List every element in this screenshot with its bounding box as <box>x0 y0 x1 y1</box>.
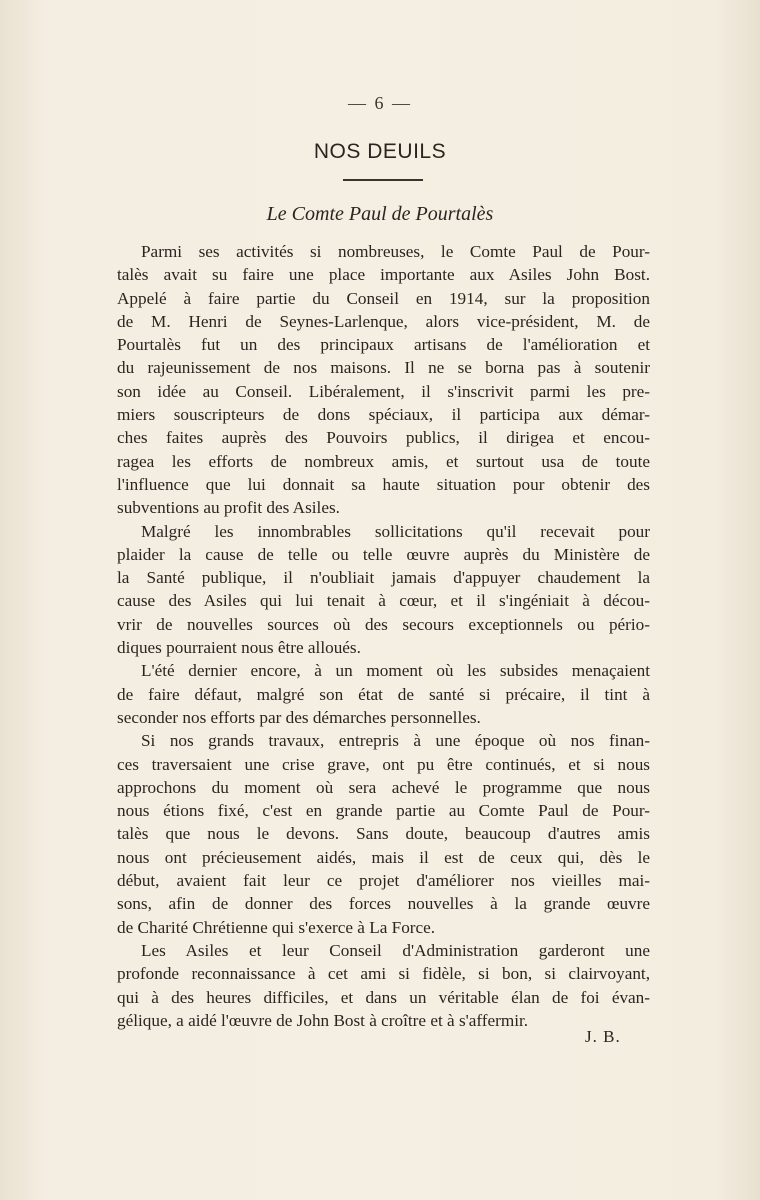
text-line: de Charité Chrétienne qui s'exerce à La Force. <box>117 917 436 937</box>
text-line: talès avait su faire une place importante aux Asiles John Bost. <box>117 265 650 285</box>
text-line: de faire défaut, malgré son état de santé si précaire, il tint à <box>117 684 650 704</box>
text-line: miers souscripteurs de dons spéciaux, il participa aux démar- <box>117 405 650 425</box>
article-body <box>117 240 650 1032</box>
text-line: de M. Henri de Seynes-Larlenque, alors vice-président, M. de <box>117 311 650 331</box>
text-line: Si nos grands travaux, entrepris à une époque où nos finan- <box>141 731 650 751</box>
paragraph <box>117 729 650 939</box>
paragraph <box>117 659 650 729</box>
text-line: son idée au Conseil. Libéralement, il s'inscrivit parmi les pre- <box>117 381 650 401</box>
text-line: la Santé publique, il n'oubliait jamais d'appuyer chaudement la <box>117 568 650 588</box>
text-line: du rajeunissement de nos maisons. Il ne se borna pas à soutenir <box>117 358 650 378</box>
text-line: ches faites auprès des Pouvoirs publics, il dirigea et encou- <box>117 428 650 448</box>
text-line: cause des Asiles qui lui tenait à cœur, et il s'ingéniait à décou- <box>117 591 650 611</box>
text-line: l'influence que lui donnait sa haute situation pour obtenir des <box>117 474 650 494</box>
paragraph <box>117 939 650 1032</box>
text-line: Malgré les innombrables sollicitations qu'il recevait pour <box>141 521 650 541</box>
text-line: Pourtalès fut un des principaux artisans de l'amélioration et <box>117 335 650 355</box>
paragraph <box>117 520 650 660</box>
page-number: — 6 — <box>348 93 412 113</box>
text-line: diques pourraient nous être alloués. <box>117 638 361 658</box>
title-divider <box>343 179 423 181</box>
text-line: approchons du moment où sera achevé le programme que nous <box>117 777 650 797</box>
text-line: Les Asiles et leur Conseil d'Administration garderont une <box>141 940 650 960</box>
text-line: ragea les efforts de nombreux amis, et surtout usa de toute <box>117 451 650 471</box>
text-line: Appelé à faire partie du Conseil en 1914, sur la proposition <box>117 288 650 308</box>
text-line: vrir de nouvelles sources où des secours exceptionnels ou pério- <box>117 614 650 634</box>
text-line: nous étions fixé, c'est en grande partie au Comte Paul de Pour- <box>117 801 650 821</box>
text-line: subventions au profit des Asiles. <box>117 498 340 518</box>
text-line: seconder nos efforts par des démarches personnelles. <box>117 707 481 727</box>
paragraph <box>117 240 650 520</box>
text-line: sons, afin de donner des forces nouvelles à la grande œuvre <box>117 894 650 914</box>
text-line: nous ont précieusement aidés, mais il est de ceux qui, dès le <box>117 847 650 867</box>
text-line: L'été dernier encore, à un moment où les subsides menaçaient <box>141 661 650 681</box>
text-line: plaider la cause de telle ou telle œuvre auprès du Ministère de <box>117 544 650 564</box>
text-line: ces traversaient une crise grave, ont pu être continués, et si nous <box>117 754 650 774</box>
text-line: gélique, a aidé l'œuvre de John Bost à croître et à s'affermir. <box>117 1010 529 1030</box>
author-signature: J. B. <box>585 1027 621 1046</box>
text-line: qui à des heures difficiles, et dans un véritable élan de foi évan- <box>117 987 650 1007</box>
text-line: profonde reconnaissance à cet ami si fidèle, si bon, si clairvoyant, <box>117 964 650 984</box>
text-line: début, avaient fait leur ce projet d'améliorer nos vieilles mai- <box>117 871 650 891</box>
section-title: NOS DEUILS <box>313 140 447 163</box>
text-line: Parmi ses activités si nombreuses, le Comte Paul de Pour- <box>141 242 650 261</box>
text-line: talès que nous le devons. Sans doute, beaucoup d'autres amis <box>117 824 650 844</box>
article-title: Le Comte Paul de Pourtalès <box>266 203 494 225</box>
